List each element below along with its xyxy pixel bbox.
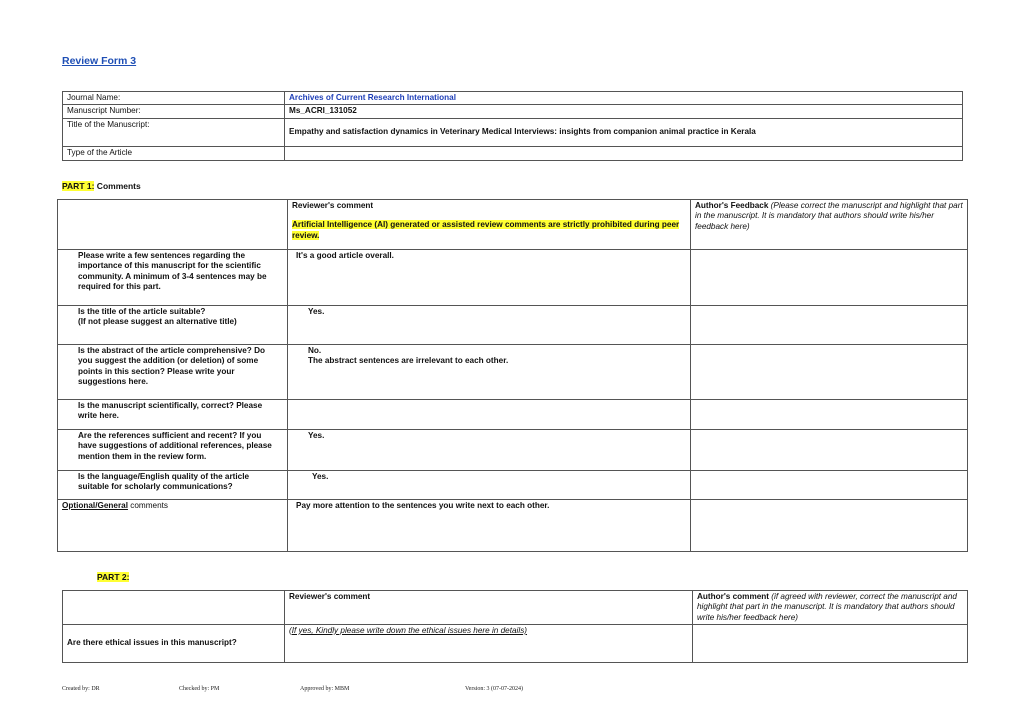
manuscript-title-value: Empathy and satisfaction dynamics in Veterinary Medical Interviews: insights from companion animal practice in Kerala (285, 118, 963, 146)
answer-abstract: No. The abstract sentences are irrelevant to each other. (288, 345, 691, 400)
answer-title-suitable: Yes. (288, 306, 691, 345)
author-feedback-language[interactable] (691, 471, 968, 500)
part2-author-comment-header-cell (693, 591, 968, 625)
manuscript-title-label: Title of the Manuscript: (63, 118, 285, 146)
part1-heading (62, 181, 141, 192)
question-language: Is the language/English quality of the article suitable for scholarly communications? (58, 471, 288, 500)
journal-name-label: Journal Name: (63, 92, 285, 105)
ethical-issues-answer-cell[interactable] (285, 624, 693, 662)
part2-author-comment-header: Author's comment (697, 592, 770, 601)
author-feedback-title-suitable[interactable] (691, 306, 968, 345)
author-feedback-note: (Please correct the manuscript and highlight that part in the manuscript. It is mandatory that authors should write his/her feedback here) (695, 201, 963, 231)
author-feedback-header-cell (691, 200, 968, 250)
part1-comments-table (57, 199, 968, 552)
form-title: Review Form 3 (62, 55, 137, 67)
optional-comments-answer: Pay more attention to the sentences you write next to each other. (288, 500, 691, 552)
author-feedback-references[interactable] (691, 430, 968, 471)
author-feedback-optional[interactable] (691, 500, 968, 552)
question-importance: Please write a few sentences regarding the importance of this manuscript for the scientific community. A minimum of 3-4 sentences may be required for this part. (58, 250, 288, 306)
author-feedback-header: Author's Feedback (695, 201, 769, 210)
journal-name-value: Archives of Current Research International (285, 92, 963, 105)
part2-reviewer-comment-header: Reviewer's comment (285, 591, 693, 625)
answer-references: Yes. (288, 430, 691, 471)
author-feedback-abstract[interactable] (691, 345, 968, 400)
footer-approved-by: Approved by: MBM (300, 686, 350, 692)
article-type-label: Type of the Article (63, 146, 285, 160)
part2-header-blank (63, 591, 285, 625)
manuscript-number-label: Manuscript Number: (63, 105, 285, 118)
question-scientific: Is the manuscript scientifically, correct? Please write here. (58, 400, 288, 430)
question-abstract: Is the abstract of the article comprehensive? Do you suggest the addition (or deletion) of some points in this section? Please write your suggestions here. (58, 345, 288, 400)
part1-heading-rest: Comments (94, 181, 141, 191)
ethical-issues-author-cell[interactable] (693, 624, 968, 662)
author-feedback-importance[interactable] (691, 250, 968, 306)
reviewer-comment-header-cell (288, 200, 691, 250)
manuscript-info-table (62, 91, 963, 161)
optional-comments-label (58, 500, 288, 552)
author-feedback-scientific[interactable] (691, 400, 968, 430)
part2-heading-label: PART 2: (97, 572, 130, 582)
ethical-issues-hint: (If yes, Kindly please write down the ethical issues here in details) (289, 625, 528, 635)
answer-language: Yes. (288, 471, 691, 500)
manuscript-number-value: Ms_ACRI_131052 (285, 105, 963, 118)
question-references: Are the references sufficient and recent? If you have suggestions of additional references, please mention them in the review form. (58, 430, 288, 471)
optional-comments-label-rest: comments (127, 501, 169, 510)
reviewer-comment-header: Reviewer's comment (292, 201, 374, 210)
question-title-suitable: Is the title of the article suitable? (If not please suggest an alternative title) (58, 306, 288, 345)
footer-created-by: Created by: DR (62, 686, 100, 692)
part1-heading-label: PART 1: (62, 181, 95, 191)
answer-scientific (288, 400, 691, 430)
article-type-value (285, 146, 963, 160)
optional-comments-label-bold: Optional/General (62, 501, 128, 510)
part2-ethics-table (62, 590, 968, 663)
ethical-issues-question: Are there ethical issues in this manuscript? (63, 624, 285, 662)
ai-warning: Artificial Intelligence (AI) generated or assisted review comments are strictly prohibited during peer review. (292, 220, 680, 240)
footer-version: Version: 3 (07-07-2024) (465, 686, 523, 692)
part2-author-comment-note: (if agreed with reviewer, correct the manuscript and highlight that part in the manuscript. It is mandatory that authors should write his/her feedback here) (697, 592, 957, 622)
answer-importance: It's a good article overall. (288, 250, 691, 306)
part2-heading (97, 572, 129, 583)
footer-checked-by: Checked by: PM (179, 686, 220, 692)
part1-header-blank (58, 200, 288, 250)
